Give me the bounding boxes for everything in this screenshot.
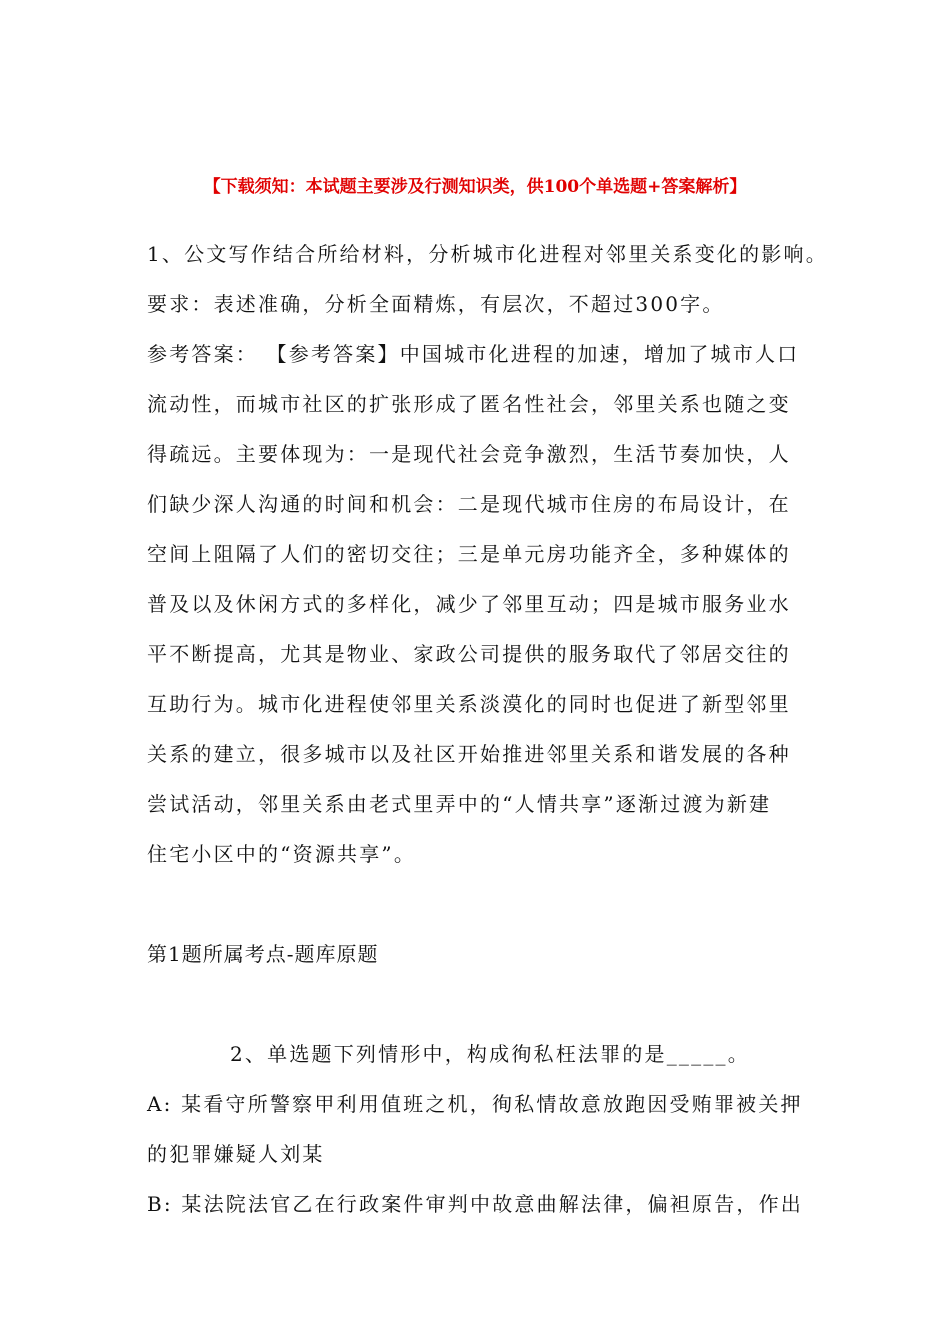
answer-line: 平不断提高，尤其是物业、家政公司提供的服务取代了邻居交往的: [147, 642, 791, 666]
question-1-stem: 1、公文写作结合所给材料，分析城市化进程对邻里关系变化的影响。: [147, 242, 828, 266]
option-a-line: 的犯罪嫌疑人刘某: [147, 1142, 325, 1166]
answer-line: 们缺少深人沟通的时间和机会：二是现代城市住房的布局设计，在: [147, 492, 791, 516]
answer-line: 得疏远。主要体现为：一是现代社会竞争激烈，生活节奏加快，人: [147, 442, 791, 466]
answer-line: 空间上阻隔了人们的密切交往；三是单元房功能齐全，多种媒体的: [147, 542, 791, 566]
answer-line: 关系的建立，很多城市以及社区开始推进邻里关系和谐发展的各种: [147, 742, 791, 766]
option-a-line: A: 某看守所警察甲利用值班之机，徇私情故意放跑因受贿罪被关押: [147, 1092, 803, 1116]
answer-line: 尝试活动，邻里关系由老式里弄中的“人情共享”逐渐过渡为新建: [147, 792, 772, 816]
download-notice: 【下载须知：本试题主要涉及行测知识类，供100个单选题+答案解析】: [203, 177, 747, 197]
question-2-stem: 2、单选题下列情形中，构成徇私枉法罪的是_____。: [230, 1042, 750, 1066]
option-b-line: B: 某法院法官乙在行政案件审判中故意曲解法律，偏袒原告，作出: [147, 1192, 803, 1216]
answer-line: 住宅小区中的“资源共享”。: [147, 842, 417, 866]
answer-line: 流动性，而城市社区的扩张形成了匿名性社会，邻里关系也随之变: [147, 392, 791, 416]
question-1-requirement: 要求：表述准确，分析全面精炼，有层次，不超过300字。: [147, 292, 725, 316]
answer-line: 普及以及休闲方式的多样化，减少了邻里互动；四是城市服务业水: [147, 592, 791, 616]
question-1-topic: 第1题所属考点-题库原题: [147, 942, 379, 966]
answer-line: 参考答案： 【参考答案】中国城市化进程的加速，增加了城市人口: [147, 342, 800, 366]
answer-line: 互助行为。城市化进程使邻里关系淡漠化的同时也促进了新型邻里: [147, 692, 791, 716]
